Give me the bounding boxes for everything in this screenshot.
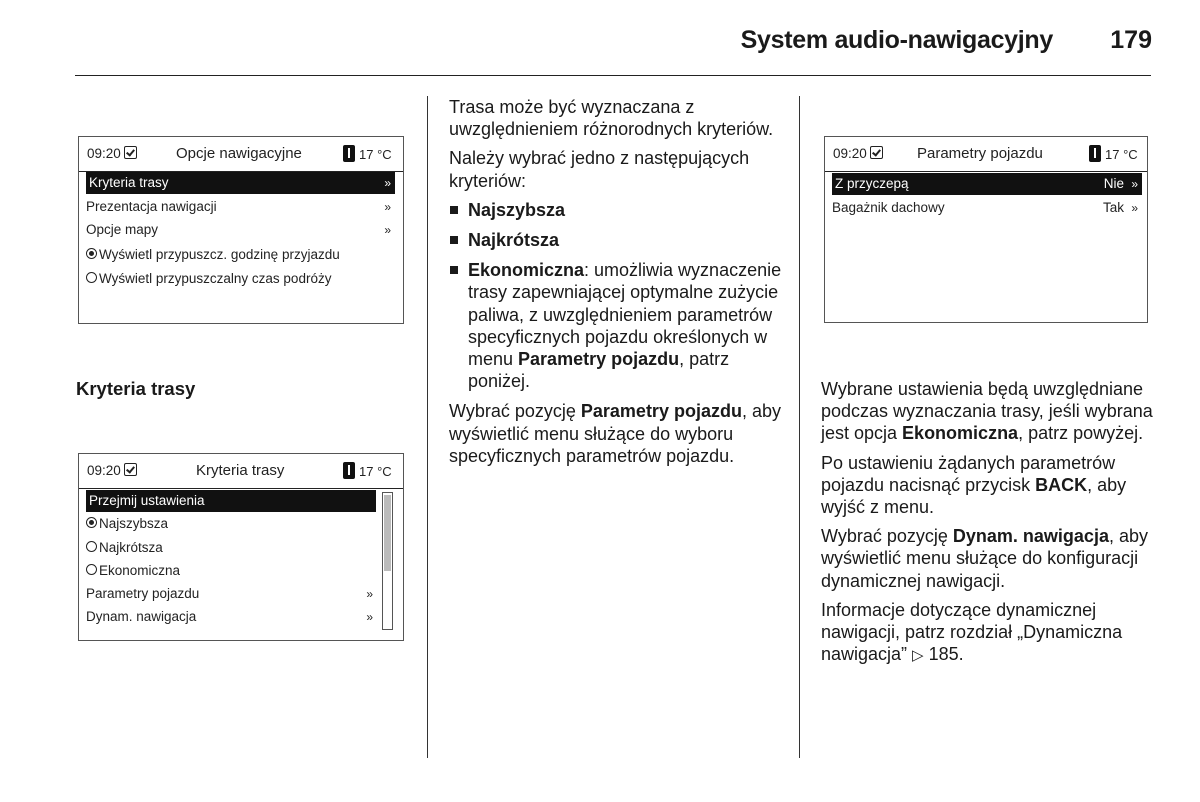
text-run-bold: Parametry pojazdu: [580, 401, 742, 422]
clock-icon: [124, 146, 137, 159]
text-run: Wybrać pozycję: [821, 526, 953, 547]
screen-title: Parametry pojazdu: [917, 145, 1043, 162]
paragraph-dynamic-nav-info: [821, 599, 1156, 668]
text-run: Informacje dotyczące dynamicznej nawigacji, patrz rozdział „Dynamiczna nawigacja”: [821, 599, 1123, 665]
chevron-right-icon: »: [384, 176, 391, 190]
radio-option-travel-time[interactable]: [86, 268, 331, 290]
menu-item-label: Prezentacja nawigacji: [86, 199, 217, 214]
chevron-right-icon: »: [1131, 201, 1138, 215]
column-divider-1: [427, 96, 428, 758]
option-label: Wyświetl przypuszcz. godzinę przyjazdu: [99, 247, 340, 262]
bullet-shortest: [449, 229, 784, 251]
thermometer-icon: [343, 462, 355, 479]
temperature: 17 °C: [1105, 147, 1138, 162]
page-reference-icon[interactable]: ▷: [912, 647, 924, 665]
text-run: Wybrać pozycję: [449, 401, 581, 422]
chevron-right-icon: »: [384, 223, 391, 237]
option-label: Wyświetl przypuszczalny czas podróży: [99, 271, 332, 286]
column-divider-2: [799, 96, 800, 758]
bullet-label: Najszybsza: [468, 199, 566, 220]
bullet-label: Najkrótsza: [468, 230, 560, 251]
screen-status-bar: [79, 454, 403, 489]
screen-title: Kryteria trasy: [196, 462, 285, 479]
menu-item-label: Kryteria trasy: [89, 175, 169, 190]
column-3-text: [821, 378, 1156, 674]
clock-icon: [124, 463, 137, 476]
radio-empty-icon: [86, 272, 97, 283]
menu-item-label: Parametry pojazdu: [86, 586, 200, 601]
radio-selected-icon: [86, 517, 97, 528]
menu-item-label: Z przyczepą: [835, 176, 909, 191]
menu-item-dynamic-navigation[interactable]: [86, 606, 377, 628]
menu-item-with-trailer[interactable]: [832, 173, 1142, 195]
menu-item-label: Bagażnik dachowy: [832, 200, 945, 215]
radio-selected-icon: [86, 248, 97, 259]
text-run-bold: Ekonomiczna: [902, 423, 1019, 444]
option-label: Ekonomiczna: [99, 563, 181, 578]
paragraph-choose: Należy wybrać jedno z następujących kryteriów:: [449, 148, 750, 191]
header-divider: [75, 75, 1151, 76]
scrollbar[interactable]: [382, 492, 393, 630]
radio-empty-icon: [86, 564, 97, 575]
text-run-bold: Dynam. nawigacja: [952, 526, 1109, 547]
menu-item-route-criteria[interactable]: [86, 172, 395, 194]
chevron-right-icon: »: [1131, 177, 1138, 191]
clock-time: 09:20: [87, 463, 121, 478]
paragraph-dynamic-nav: [821, 525, 1156, 592]
chevron-right-icon: »: [384, 200, 391, 214]
bullet-fastest: [449, 199, 784, 221]
menu-item-label: Przejmij ustawienia: [89, 493, 205, 508]
scrollbar-thumb[interactable]: [384, 495, 391, 571]
setting-value: Tak: [1102, 200, 1124, 215]
bullet-ref-bold: Parametry pojazdu: [518, 349, 680, 370]
text-run: Po ustawieniu żądanych parametrów pojazdu nacisnąć przycisk: [821, 452, 1116, 495]
clock-time: 09:20: [87, 146, 121, 161]
bullet-label: Ekonomiczna: [468, 260, 585, 281]
page-reference[interactable]: 185.: [923, 644, 964, 665]
radio-option-fastest[interactable]: [86, 513, 168, 535]
bullet-tail: , patrz poniżej.: [468, 349, 730, 392]
text-run: , patrz powyżej.: [1018, 423, 1144, 444]
chevron-right-icon: »: [366, 610, 373, 624]
page-number: 179: [1110, 26, 1152, 54]
screen-status-bar: [79, 137, 403, 172]
display-screen-navigation-options: [78, 136, 404, 324]
radio-option-economical[interactable]: [86, 560, 180, 582]
text-run: , aby wyświetlić menu służące do wyboru specyficznych parametrów pojazdu.: [449, 401, 781, 466]
paragraph-vehicle-params: [449, 400, 784, 467]
menu-item-roof-rack[interactable]: [832, 197, 1142, 219]
paragraph-settings-considered: [821, 378, 1156, 445]
screen-title: Opcje nawigacyjne: [176, 145, 302, 162]
page-title: System audio-nawigacyjny: [740, 26, 1053, 54]
text-run-bold: BACK: [1035, 474, 1088, 495]
temperature: 17 °C: [359, 147, 392, 162]
display-screen-vehicle-parameters: [824, 136, 1148, 323]
radio-empty-icon: [86, 541, 97, 552]
paragraph-back-button: [821, 452, 1156, 519]
text-run: , aby wyjść z menu.: [821, 474, 1127, 518]
menu-item-map-options[interactable]: [86, 219, 395, 241]
paragraph-intro: Trasa może być wyznaczana z uwzględnieniem różnorodnych kryteriów.: [449, 97, 774, 140]
bullet-economical: [449, 259, 784, 392]
menu-item-label: Opcje mapy: [86, 222, 159, 237]
clock-icon: [870, 146, 883, 159]
menu-item-navigation-display[interactable]: [86, 196, 395, 218]
menu-item-adopt-settings[interactable]: [86, 490, 376, 512]
temperature: 17 °C: [359, 464, 392, 479]
radio-option-shortest[interactable]: [86, 537, 163, 559]
option-label: Najszybsza: [99, 516, 169, 531]
screen-status-bar: [825, 137, 1147, 172]
bullet-text: : umożliwia wyznaczenie trasy zapewniającej optymalne zużycie paliwa, z uwzględnieniem parametrów specyficznych pojazdu określonych w menu: [468, 260, 782, 370]
chevron-right-icon: »: [366, 587, 373, 601]
setting-value: Nie: [1103, 176, 1124, 191]
text-run: Wybrane ustawienia będą uwzględniane podczas wyznaczania trasy, jeśli wybrana jest opcja: [821, 379, 1153, 444]
text-run: , aby wyświetlić menu służące do konfiguracji dynamicznej nawigacji.: [821, 526, 1148, 591]
menu-item-vehicle-parameters[interactable]: [86, 583, 377, 605]
thermometer-icon: [343, 145, 355, 162]
menu-item-label: Dynam. nawigacja: [86, 609, 197, 624]
section-heading: Kryteria trasy: [76, 378, 196, 399]
option-label: Najkrótsza: [99, 540, 163, 555]
clock-time: 09:20: [833, 146, 867, 161]
radio-option-arrival-time[interactable]: [86, 244, 340, 266]
column-2-text: [449, 96, 784, 474]
display-screen-route-criteria: [78, 453, 404, 641]
thermometer-icon: [1089, 145, 1101, 162]
